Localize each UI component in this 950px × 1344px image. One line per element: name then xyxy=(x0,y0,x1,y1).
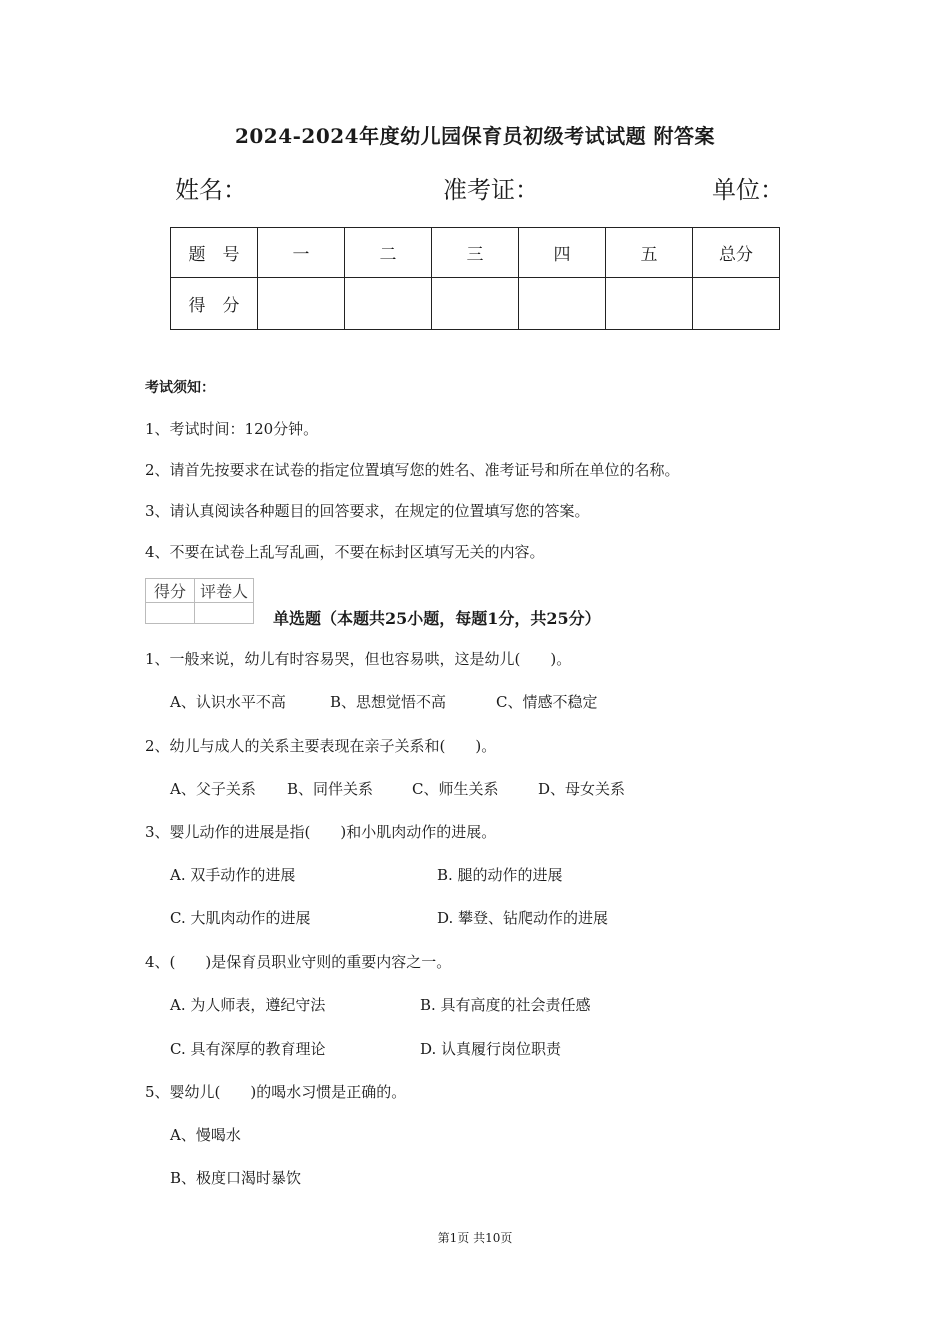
answer-option[interactable]: A、认识水平不高 xyxy=(170,693,286,711)
score-header-cell: 五 xyxy=(606,228,693,278)
notice-item: 2、请首先按要求在试卷的指定位置填写您的姓名、准考证号和所在单位的名称。 xyxy=(145,461,680,479)
answer-option[interactable]: B. 腿的动作的进展 xyxy=(437,866,563,884)
answer-option[interactable]: B. 具有高度的社会责任感 xyxy=(420,996,591,1014)
answer-option[interactable]: C、师生关系 xyxy=(412,780,499,798)
answer-option[interactable]: B、极度口渴时暴饮 xyxy=(170,1169,302,1187)
notice-item: 3、请认真阅读各种题目的回答要求，在规定的位置填写您的答案。 xyxy=(145,502,590,520)
notice-heading: 考试须知： xyxy=(145,380,215,396)
score-cell[interactable] xyxy=(693,278,780,330)
score-table-score-row xyxy=(171,278,780,330)
score-cell[interactable] xyxy=(258,278,345,330)
question-text: 5、婴幼儿( )的喝水习惯是正确的。 xyxy=(145,1083,407,1101)
score-cell[interactable] xyxy=(606,278,693,330)
answer-option[interactable]: D. 认真履行岗位职责 xyxy=(420,1040,562,1058)
answer-option[interactable]: D. 攀登、钻爬动作的进展 xyxy=(437,909,609,927)
exam-number-label: 准考证： xyxy=(443,176,539,204)
grader-box xyxy=(145,578,254,624)
score-header-cell: 一 xyxy=(258,228,345,278)
answer-option[interactable]: C. 具有深厚的教育理论 xyxy=(170,1040,326,1058)
grader-reviewer-label: 评卷人 xyxy=(195,579,254,603)
score-header-cell: 四 xyxy=(519,228,606,278)
answer-option[interactable]: A. 为人师表，遵纪守法 xyxy=(170,996,326,1014)
question-text: 1、一般来说，幼儿有时容易哭，但也容易哄，这是幼儿( )。 xyxy=(145,650,572,668)
score-header-cell: 三 xyxy=(432,228,519,278)
answer-option[interactable]: C、情感不稳定 xyxy=(496,693,598,711)
answer-option[interactable]: A. 双手动作的进展 xyxy=(170,866,296,884)
question-text: 4、( )是保育员职业守则的重要内容之一。 xyxy=(145,953,452,971)
answer-option[interactable]: B、思想觉悟不高 xyxy=(330,693,447,711)
question-text: 3、婴儿动作的进展是指( )和小肌肉动作的进展。 xyxy=(145,823,497,841)
notice-item: 4、不要在试卷上乱写乱画，不要在标封区填写无关的内容。 xyxy=(145,543,545,561)
score-table xyxy=(170,227,780,330)
answer-option[interactable]: B、同伴关系 xyxy=(287,780,374,798)
document-title: 2024-2024年度幼儿园保育员初级考试试题 附答案 xyxy=(234,124,716,148)
score-header-cell: 总分 xyxy=(693,228,780,278)
answer-option[interactable]: C. 大肌肉动作的进展 xyxy=(170,909,311,927)
score-cell[interactable] xyxy=(519,278,606,330)
grader-reviewer-cell[interactable] xyxy=(195,603,254,624)
grader-score-label: 得分 xyxy=(146,579,195,603)
answer-option[interactable]: D、母女关系 xyxy=(538,780,626,798)
score-table-header-row xyxy=(171,228,780,278)
score-header-cell: 二 xyxy=(345,228,432,278)
grader-score-cell[interactable] xyxy=(146,603,195,624)
candidate-info-row xyxy=(175,170,785,204)
notice-item: 1、考试时间：120分钟。 xyxy=(145,420,319,438)
score-row-label: 得 分 xyxy=(171,278,258,330)
score-cell[interactable] xyxy=(432,278,519,330)
answer-option[interactable]: A、慢喝水 xyxy=(170,1126,241,1144)
question-text: 2、幼儿与成人的关系主要表现在亲子关系和( )。 xyxy=(145,737,497,755)
section-heading: 单选题（本题共25小题，每题1分，共25分） xyxy=(273,609,601,628)
answer-option[interactable]: A、父子关系 xyxy=(170,780,256,798)
name-label: 姓名： xyxy=(175,176,247,204)
score-cell[interactable] xyxy=(345,278,432,330)
score-header-cell: 题 号 xyxy=(171,228,258,278)
page-footer: 第1页 共10页 xyxy=(437,1231,513,1245)
unit-label: 单位： xyxy=(712,176,784,204)
